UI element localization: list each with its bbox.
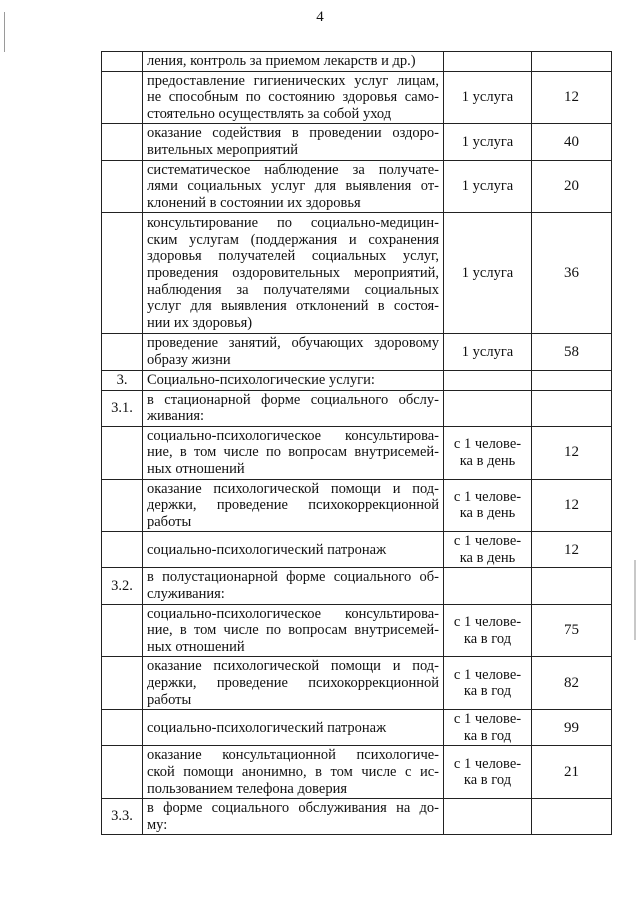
description-line: работы <box>147 691 192 708</box>
service-count: 99 <box>532 710 612 746</box>
table-row <box>102 370 612 390</box>
table-row <box>102 334 612 370</box>
description-line: стоятельно осуществлять за собой уход <box>147 105 392 122</box>
description-line: вительных мероприятий <box>147 141 299 158</box>
measure-unit <box>444 390 532 426</box>
description-line: проведение занятий, обучающих здоровому <box>147 335 439 352</box>
row-number: 3. <box>102 370 143 390</box>
unit-line: с 1 челове- <box>453 488 522 505</box>
measure-unit <box>444 799 532 835</box>
service-count: 75 <box>532 604 612 657</box>
service-description <box>143 52 444 72</box>
table-row <box>102 124 612 160</box>
description-line: пользованием телефона доверия <box>147 780 347 797</box>
page-number: 4 <box>316 9 324 25</box>
description-line: му: <box>147 816 168 833</box>
service-count: 36 <box>532 213 612 334</box>
description-line: социально-психологическое консультирова- <box>147 605 439 622</box>
description-line: в стационарной форме социального обслу- <box>147 391 439 408</box>
description-line: ским услугам (поддержания и сохранения <box>147 231 439 248</box>
measure-unit <box>444 710 532 746</box>
service-description <box>143 71 444 124</box>
description-line: социально-психологический патронаж <box>147 541 387 558</box>
unit-line: 1 услуга <box>461 133 514 150</box>
unit-line: с 1 челове- <box>453 613 522 630</box>
unit-line: с 1 челове- <box>453 711 522 728</box>
description-line: держки, проведение психокоррекционной <box>147 675 439 692</box>
service-description <box>143 532 444 568</box>
description-line: консультирование по социально-медицин- <box>147 215 439 232</box>
table-row <box>102 213 612 334</box>
measure-unit <box>444 334 532 370</box>
description-line: социально-психологический патронаж <box>147 719 387 736</box>
measure-unit <box>444 52 532 72</box>
description-line: наблюдения за получателями социальных <box>147 281 439 298</box>
description-line: ние, в том числе по вопросам внутрисемей- <box>147 444 439 461</box>
table-row <box>102 746 612 799</box>
table-row <box>102 710 612 746</box>
unit-line: ка в год <box>463 727 512 744</box>
service-description <box>143 604 444 657</box>
description-line: не способным по состоянию здоровья само- <box>147 89 439 106</box>
service-description <box>143 479 444 532</box>
service-count: 58 <box>532 334 612 370</box>
measure-unit <box>444 124 532 160</box>
measure-unit <box>444 657 532 710</box>
unit-line: 1 услуга <box>461 178 514 195</box>
description-line: ных отношений <box>147 638 245 655</box>
measure-unit <box>444 532 532 568</box>
service-count <box>532 799 612 835</box>
measure-unit <box>444 568 532 604</box>
description-line: в полустационарной форме социального об- <box>147 569 439 586</box>
row-number <box>102 657 143 710</box>
row-number <box>102 426 143 479</box>
service-count: 40 <box>532 124 612 160</box>
description-line: здоровья получателей социальных услуг, <box>147 248 439 265</box>
description-line: живания: <box>147 408 205 425</box>
measure-unit <box>444 213 532 334</box>
scan-edge-mark <box>4 12 5 52</box>
row-number <box>102 334 143 370</box>
service-description <box>143 160 444 213</box>
unit-line: 1 услуга <box>461 265 514 282</box>
row-number <box>102 71 143 124</box>
measure-unit <box>444 604 532 657</box>
description-line: услуг для выявления отклонений в состоя- <box>147 298 439 315</box>
unit-line: с 1 челове- <box>453 533 522 550</box>
row-number <box>102 124 143 160</box>
row-number <box>102 160 143 213</box>
scan-edge-shadow <box>634 560 636 640</box>
measure-unit <box>444 746 532 799</box>
service-count: 12 <box>532 479 612 532</box>
description-line: служивания: <box>147 586 225 603</box>
service-description <box>143 746 444 799</box>
description-line: лями социальных услуг для выявления от- <box>147 178 439 195</box>
services-table-body <box>102 52 612 835</box>
description-line: держки, проведение психокоррекционной <box>147 497 439 514</box>
description-line: социально-психологическое консультирова- <box>147 427 439 444</box>
table-row <box>102 479 612 532</box>
table-row <box>102 532 612 568</box>
row-number <box>102 710 143 746</box>
row-number <box>102 213 143 334</box>
service-description <box>143 334 444 370</box>
description-line: работы <box>147 513 192 530</box>
service-description <box>143 390 444 426</box>
row-number <box>102 604 143 657</box>
row-number: 3.3. <box>102 799 143 835</box>
service-count <box>532 568 612 604</box>
description-line: оказание содействия в проведении оздоро- <box>147 125 439 142</box>
description-line: ние, в том числе по вопросам внутрисемей- <box>147 622 439 639</box>
table-row <box>102 657 612 710</box>
service-description <box>143 213 444 334</box>
description-line: проведения оздоровительных мероприятий, <box>147 265 439 282</box>
description-line: нии их здоровья) <box>147 314 253 331</box>
service-count <box>532 52 612 72</box>
measure-unit <box>444 426 532 479</box>
service-count: 12 <box>532 532 612 568</box>
description-line: оказание психологической помощи и под- <box>147 658 439 675</box>
unit-line: с 1 челове- <box>453 666 522 683</box>
service-count: 12 <box>532 426 612 479</box>
service-description <box>143 124 444 160</box>
unit-line: ка в день <box>459 452 516 469</box>
measure-unit <box>444 160 532 213</box>
service-count: 82 <box>532 657 612 710</box>
unit-line: с 1 челове- <box>453 436 522 453</box>
unit-line: 1 услуга <box>461 343 514 360</box>
table-row <box>102 71 612 124</box>
unit-line: ка в год <box>463 772 512 789</box>
row-number <box>102 52 143 72</box>
table-row <box>102 160 612 213</box>
service-description <box>143 799 444 835</box>
measure-unit <box>444 479 532 532</box>
table-row <box>102 426 612 479</box>
row-number: 3.1. <box>102 390 143 426</box>
services-table <box>101 51 612 835</box>
service-count: 12 <box>532 71 612 124</box>
service-description <box>143 657 444 710</box>
table-row <box>102 604 612 657</box>
service-description <box>143 370 444 390</box>
unit-line: ка в день <box>459 549 516 566</box>
description-line: систематическое наблюдение за получате- <box>147 161 439 178</box>
service-description <box>143 710 444 746</box>
unit-line: ка в год <box>463 630 512 647</box>
service-count: 20 <box>532 160 612 213</box>
description-line: ской помощи анонимно, в том числе с ис- <box>147 764 439 780</box>
description-line: оказание психологической помощи и под- <box>147 480 439 497</box>
service-count <box>532 390 612 426</box>
row-number <box>102 479 143 532</box>
unit-line: с 1 челове- <box>453 755 522 772</box>
description-line: образу жизни <box>147 351 231 368</box>
description-line: предоставление гигиенических услуг лицам, <box>147 72 439 89</box>
unit-line: ка в день <box>459 505 516 522</box>
row-number <box>102 532 143 568</box>
service-description <box>143 568 444 604</box>
service-count: 21 <box>532 746 612 799</box>
description-line: клонений в состоянии их здоровья <box>147 194 361 211</box>
description-line: оказание консультационной психологиче- <box>147 747 439 764</box>
service-description <box>143 426 444 479</box>
unit-line: ка в год <box>463 683 512 700</box>
description-line: Социально-психологические услуги: <box>147 371 375 388</box>
measure-unit <box>444 71 532 124</box>
description-line: ных отношений <box>147 460 245 477</box>
unit-line: 1 услуга <box>461 89 514 106</box>
table-row <box>102 390 612 426</box>
table-row <box>102 568 612 604</box>
table-row <box>102 52 612 72</box>
service-count <box>532 370 612 390</box>
row-number: 3.2. <box>102 568 143 604</box>
description-line: ления, контроль за приемом лекарств и др.) <box>147 53 416 69</box>
description-line: в форме социального обслуживания на до- <box>147 800 439 817</box>
row-number <box>102 746 143 799</box>
table-row <box>102 799 612 835</box>
measure-unit <box>444 370 532 390</box>
